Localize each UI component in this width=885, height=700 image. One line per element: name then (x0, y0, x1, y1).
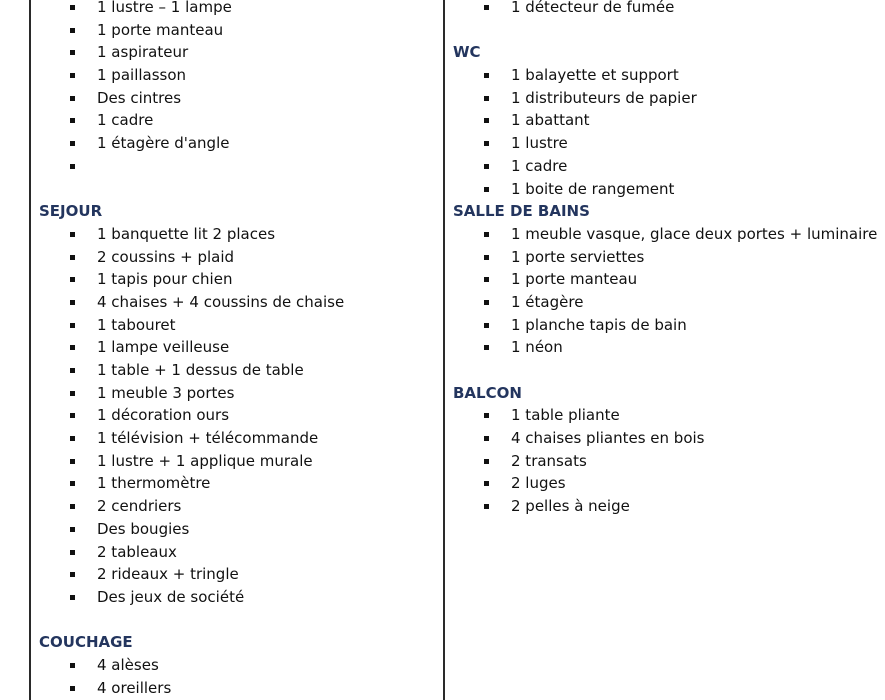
section-heading-balcon: BALCON (453, 383, 522, 402)
list-item (0, 450, 440, 473)
list-item (446, 109, 885, 132)
bullet-icon (484, 5, 489, 10)
bullet-icon (484, 96, 489, 101)
list-item (446, 495, 885, 518)
bullet-icon (70, 50, 75, 55)
list-item-text: 1 planche tapis de bain (511, 315, 687, 334)
bullet-icon (484, 504, 489, 509)
entry-list-right (446, 0, 885, 19)
list-item (446, 0, 885, 19)
bullet-icon (70, 595, 75, 600)
list-item (0, 472, 440, 495)
list-item (0, 132, 440, 155)
entry-list (0, 0, 440, 178)
bullet-icon (484, 164, 489, 169)
list-item-text: 4 alèses (97, 655, 159, 674)
list-item-text: 2 tableaux (97, 542, 177, 561)
section-salle-de-bains (446, 200, 885, 359)
list-item (446, 178, 885, 201)
list-item-text: 1 thermomètre (97, 474, 211, 493)
bullet-icon (70, 96, 75, 101)
bullet-icon (70, 118, 75, 123)
bullet-icon (484, 255, 489, 260)
list-item (446, 427, 885, 450)
list-item-text: 1 porte manteau (97, 20, 224, 39)
list-item (0, 155, 440, 178)
list-item (446, 223, 885, 246)
list-item (446, 472, 885, 495)
list-item (446, 87, 885, 110)
bullet-icon (484, 187, 489, 192)
list-item-text: 1 abattant (511, 111, 590, 130)
list-item (446, 291, 885, 314)
bullet-icon (70, 323, 75, 328)
list-item-text: 1 porte manteau (511, 270, 638, 289)
list-item-text: 2 rideaux + tringle (97, 565, 239, 584)
bullet-icon (70, 481, 75, 486)
list-item (0, 0, 440, 19)
list-item (446, 132, 885, 155)
bullet-icon (484, 413, 489, 418)
list-item-text: 1 meuble 3 portes (97, 383, 235, 402)
list-item-text: 1 télévision + télécommande (97, 429, 319, 448)
bullet-icon (70, 368, 75, 373)
list-item-text: 1 lustre + 1 applique murale (97, 451, 313, 470)
list-item-text: 1 banquette lit 2 places (97, 224, 276, 243)
salle-de-bains-list (446, 223, 885, 359)
list-item-text: 4 oreillers (97, 678, 172, 697)
list-item (446, 336, 885, 359)
list-item (0, 336, 440, 359)
bullet-icon (484, 481, 489, 486)
bullet-icon (70, 504, 75, 509)
bullet-icon (484, 459, 489, 464)
section-heading-salle-de-bains: SALLE DE BAINS (453, 202, 590, 221)
list-item (446, 450, 885, 473)
section-spacer (0, 609, 440, 632)
list-item (0, 87, 440, 110)
bullet-icon (484, 141, 489, 146)
list-item-text: 4 chaises + 4 coussins de chaise (97, 292, 345, 311)
list-item (0, 109, 440, 132)
bullet-icon (70, 459, 75, 464)
left-column (0, 0, 440, 699)
list-item-text: 1 aspirateur (97, 43, 189, 62)
balcon-list (446, 404, 885, 517)
list-item (0, 382, 440, 405)
list-item-text: 1 tapis pour chien (97, 270, 233, 289)
list-item-text: 1 table pliante (511, 406, 620, 425)
list-item (0, 359, 440, 382)
bullet-icon (70, 436, 75, 441)
bullet-icon (70, 255, 75, 260)
list-item (0, 246, 440, 269)
list-item-text: 1 néon (511, 338, 563, 357)
list-item-text: 1 table + 1 dessus de table (97, 361, 304, 379)
bullet-icon (70, 164, 75, 169)
list-item-text: 2 luges (511, 474, 566, 493)
list-item-text: 1 boite de rangement (511, 179, 675, 198)
section-spacer (446, 359, 885, 382)
list-item-text: Des bougies (97, 519, 190, 538)
list-item-text: 1 paillasson (97, 66, 187, 85)
list-item-text: 2 transats (511, 451, 587, 470)
section-spacer (0, 178, 440, 201)
bullet-icon (70, 28, 75, 33)
column-divider-line (443, 0, 445, 700)
bullet-icon (70, 300, 75, 305)
bullet-icon (484, 277, 489, 282)
list-item-text: 1 détecteur de fumée (511, 0, 675, 16)
bullet-icon (484, 436, 489, 441)
bullet-icon (484, 118, 489, 123)
list-item-text: 1 décoration ours (97, 406, 230, 425)
list-item-text: 1 étagère d'angle (97, 134, 230, 153)
list-item-text: 2 pelles à neige (511, 497, 630, 516)
list-item-text: 1 cadre (97, 111, 154, 130)
bullet-icon (484, 345, 489, 350)
list-item-text: 1 porte serviettes (511, 247, 645, 266)
list-item (0, 654, 440, 677)
bullet-icon (70, 5, 75, 10)
list-item-text: 1 lustre (511, 134, 568, 153)
list-item-text: 1 étagère (511, 292, 584, 311)
list-item (446, 404, 885, 427)
list-item (0, 586, 440, 609)
section-wc (446, 41, 885, 200)
bullet-icon (70, 345, 75, 350)
bullet-icon (70, 413, 75, 418)
list-item (0, 291, 440, 314)
bullet-icon (70, 391, 75, 396)
list-item (0, 677, 440, 700)
bullet-icon (70, 277, 75, 282)
section-heading-couchage: COUCHAGE (39, 633, 133, 652)
list-item-text: 1 lampe veilleuse (97, 338, 230, 357)
bullet-icon (70, 141, 75, 146)
bullet-icon (484, 73, 489, 78)
list-item (0, 404, 440, 427)
section-sejour (0, 200, 440, 608)
bullet-icon (484, 323, 489, 328)
list-item-text: Des cintres (97, 88, 182, 107)
list-item-text: 1 meuble vasque, glace deux portes + luminaire (511, 224, 878, 243)
bullet-icon (70, 686, 75, 691)
list-item (0, 268, 440, 291)
list-item-text: 1 cadre (511, 156, 568, 175)
bullet-icon (70, 663, 75, 668)
list-item (446, 268, 885, 291)
couchage-list (0, 654, 440, 699)
section-couchage (0, 631, 440, 699)
list-item-text: 1 lustre – 1 lampe (97, 0, 232, 16)
list-item (0, 563, 440, 586)
section-spacer (446, 19, 885, 42)
list-item (0, 19, 440, 42)
list-item (0, 541, 440, 564)
right-column (446, 0, 885, 518)
list-item-text: 1 balayette et support (511, 66, 679, 85)
list-item-text: 2 coussins + plaid (97, 247, 235, 266)
list-item-text: 2 cendriers (97, 497, 182, 516)
list-item (0, 495, 440, 518)
bullet-icon (70, 572, 75, 577)
list-item-text: 1 tabouret (97, 315, 176, 334)
list-item (446, 155, 885, 178)
list-item (446, 314, 885, 337)
bullet-icon (484, 232, 489, 237)
list-item (446, 246, 885, 269)
list-item-text: 4 chaises pliantes en bois (511, 429, 705, 448)
bullet-icon (70, 232, 75, 237)
section-heading-wc: WC (453, 43, 481, 62)
section-balcon (446, 382, 885, 518)
sejour-list (0, 223, 440, 609)
list-item (0, 41, 440, 64)
list-item-text: 1 distributeurs de papier (511, 88, 697, 107)
bullet-icon (484, 300, 489, 305)
list-item (0, 223, 440, 246)
bullet-icon (70, 73, 75, 78)
bullet-icon (70, 550, 75, 555)
list-item (0, 314, 440, 337)
list-item (0, 518, 440, 541)
list-item (0, 64, 440, 87)
section-heading-sejour: SEJOUR (39, 202, 103, 221)
list-item (0, 427, 440, 450)
list-item (446, 64, 885, 87)
wc-list (446, 64, 885, 200)
bullet-icon (70, 527, 75, 532)
list-item-text: Des jeux de société (97, 587, 245, 606)
